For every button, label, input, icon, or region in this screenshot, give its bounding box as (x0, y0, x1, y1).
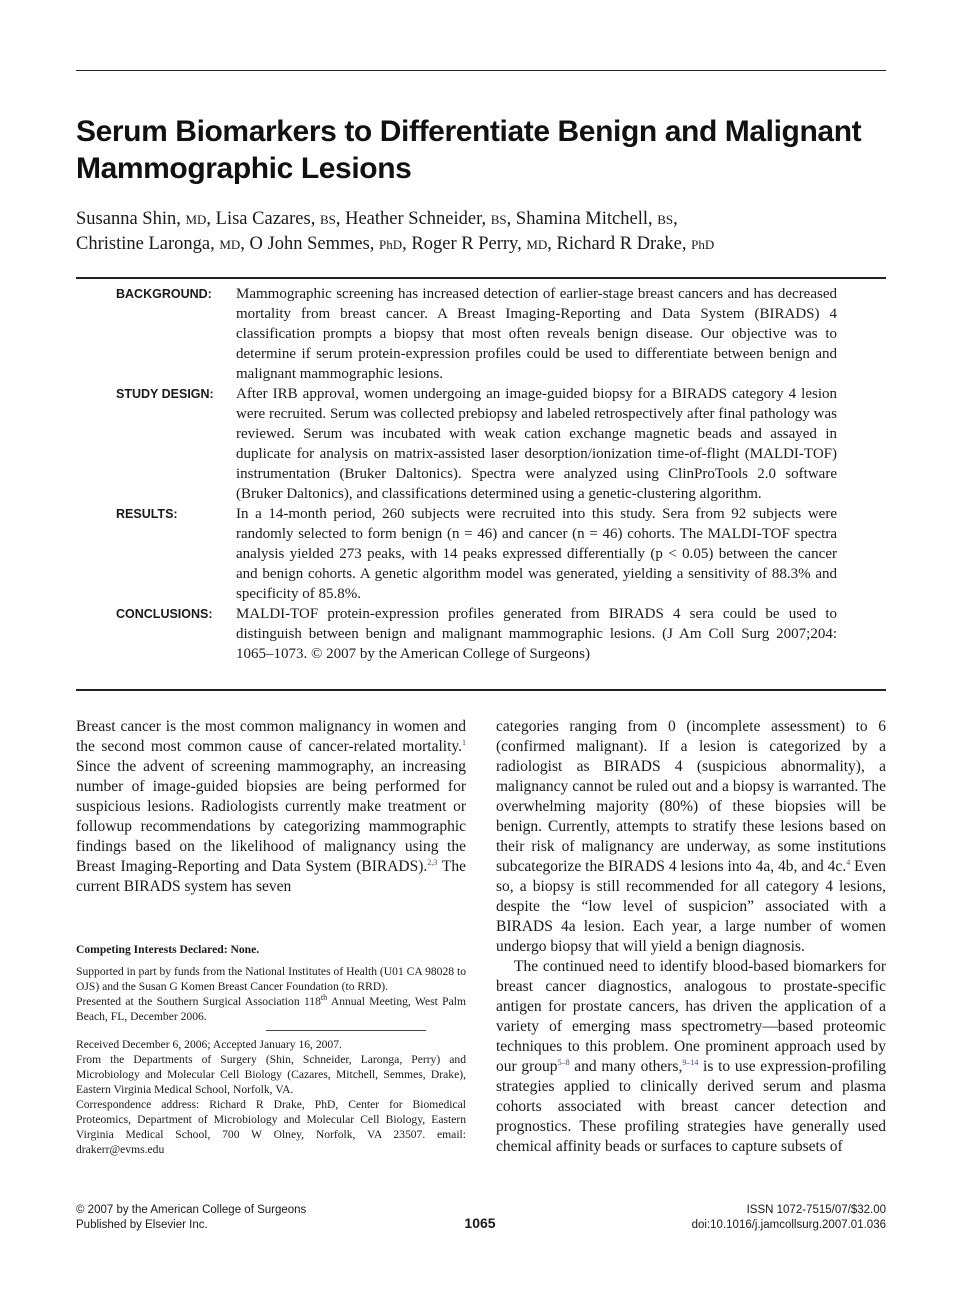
body-column-right (496, 717, 886, 1157)
abstract (76, 284, 886, 664)
citation-link[interactable]: 2,3 (427, 857, 438, 867)
author: Christine Laronga, MD, (76, 234, 245, 254)
body-column-left: Breast cancer is the most common malignancy in women and the second most common cause of cancer-related mortality.$^1$ Since the advent of screening mammography, an increasing number of image-guided biopsies are being performed for suspicious lesions. Radiologists currently make treatment or followup recommendations by categorizing mammographic findings based on the likelihood of malignancy using the Breast Imaging-Reporting and Data System (BIRADS).$^{2,3}$ The current BIRADS system has seven (76, 718, 466, 895)
competing-interests: Competing Interests Declared: None. (76, 943, 260, 956)
abstract-text: After IRB approval, women undergoing an image-guided biopsy for a BIRADS category 4 lesion were recruited. Serum was collected prebiopsy and labeled retrospectively after final pathology was reviewed. Serum was incubated with weak cation exchange magnetic beads and assayed in duplicate for analysis on matrix-assisted laser desorption/ionization time-of-flight (MALDI-TOF) instrumentation (Bruker Daltonics). Spectra were analyzed using ClinProTools 2.0 software (Bruker Daltonics), and classifications determined using a genetic-clustering algorithm. (236, 386, 837, 502)
page-number: 1065 (464, 1215, 496, 1231)
correspondence-note: Correspondence address: Richard R Drake, PhD, Center for Biomedical Proteomics, Department of Microbiology and Molecular Cell Biology, Eastern Virginia Medical School, 700 W Olney, Norfolk, VA 23507. email: drakerr@evms.edu (76, 1098, 466, 1156)
abstract-text: In a 14-month period, 260 subjects were recruited into this study. Sera from 92 subjects were randomly selected to form benign (n = 46) and cancer (n = 46) cohorts. The MALDI-TOF spectra analysis yielded 273 peaks, with 14 peaks expressed differentially (p < 0.05) between the cancer and benign cohorts. A genetic algorithm model was generated, yielding a sensitivity of 88.3% and specificity of 85.8%. (236, 506, 837, 602)
received-note: Received December 6, 2006; Accepted January 16, 2007. (76, 1038, 342, 1051)
presentation-note: Presented at the Southern Surgical Association 118th Annual Meeting, West Palm Beach, FL, December 2006. (76, 993, 466, 1023)
author: O John Semmes, PhD, (249, 234, 407, 254)
doi-link[interactable]: doi:10.1016/j.jamcollsurg.2007.01.036 (691, 1219, 886, 1231)
article-title: Serum Biomarkers to Differentiate Benign and Malignant Mammographic Lesions (76, 115, 862, 185)
body-paragraph: The continued need to identify blood-based biomarkers for breast cancer diagnostics, analogous to prostate-specific antigen for prostate cancers, has driven the application of a variety of emerging mass spectrometry—based proteomic techniques to this problem. One prominent approach used by our group$^{5-8}$ and many others,$^{9-14}$ is to use expression-profiling strategies applied to clinically derived serum and plasma cohorts associated with breast cancer detection and prognostics. These profiling strategies have generally used chemical affinity beads or surfaces to capture subsets of (496, 958, 886, 1155)
abstract-section-conclusions (76, 604, 886, 664)
citation-link[interactable]: 5–8 (557, 1057, 570, 1067)
footer-left (76, 1203, 306, 1233)
author: Richard R Drake, PhD (556, 234, 715, 254)
citation-link[interactable]: 9–14 (682, 1057, 699, 1067)
affiliations-note: From the Departments of Surgery (Shin, Schneider, Laronga, Perry) and Microbiology and Molecular Cell Biology (Cazares, Mitchell, Semmes, Drake), Eastern Virginia Medical School, Norfolk, VA. (76, 1053, 466, 1096)
author: Lisa Cazares, BS, (215, 209, 341, 229)
article-notes (76, 942, 466, 1157)
abstract-label: STUDY DESIGN: (116, 387, 214, 401)
abstract-text: Mammographic screening has increased detection of earlier-stage breast cancers and has decreased mortality from breast cancer. A Breast Imaging-Reporting and Data System (BIRADS) 4 classification prompts a biopsy that most often reveals benign disease. Our objective was to determine if serum protein-expression profiles could be used to differentiate between benign and malignant mammographic lesions. (236, 286, 837, 382)
author: Shamina Mitchell, BS, (515, 209, 678, 229)
author: Roger R Perry, MD, (411, 234, 552, 254)
abstract-section-study-design (76, 384, 886, 504)
abstract-bottom-rule (76, 689, 886, 691)
abstract-label: RESULTS: (116, 507, 178, 521)
footer-right (692, 1203, 886, 1233)
abstract-top-rule (76, 277, 886, 279)
notes-divider (266, 1030, 426, 1031)
citation-link[interactable]: 1 (462, 737, 466, 747)
header-rule (76, 70, 886, 71)
copyright-line: © 2007 by the American College of Surgeons (76, 1204, 307, 1216)
citation-link[interactable]: 4 (846, 857, 851, 867)
abstract-label: BACKGROUND: (116, 287, 212, 301)
abstract-section-results (76, 504, 886, 604)
publisher-line: Published by Elsevier Inc. (76, 1219, 208, 1231)
abstract-section-background (76, 284, 886, 384)
author: Susanna Shin, MD, (76, 209, 212, 229)
body-paragraph: categories ranging from 0 (incomplete assessment) to 6 (confirmed malignant). If a lesion is categorized by a radiologist as BIRADS 4 (suspicious abnormality), a malignancy cannot be ruled out and a biopsy is warranted. The overwhelming majority (80%) of these biopsies will be benign. Currently, attempts to stratify these lesions based on their risk of malignancy are underway, as some institutions subcategorize the BIRADS 4 lesions into 4a, 4b, and 4c.$^4$ Even so, a biopsy is still recommended for all category 4 lesions, despite the “low level of suspicion” associated with a BIRADS 4a lesion. Each year, a large number of women undergo biopsy that will yield a benign diagnosis. (496, 718, 886, 955)
author-list (76, 207, 896, 257)
abstract-text: MALDI-TOF protein-expression profiles generated from BIRADS 4 sera could be used to distinguish between benign and malignant mammographic lesions. (J Am Coll Surg 2007;204: 1065–1073. © 2007 by the American College of Surgeons) (236, 606, 837, 662)
funding-note: Supported in part by funds from the National Institutes of Health (U01 CA 98028 to OJS) and the Susan G Komen Breast Cancer Foundation (to RRD). (76, 965, 466, 993)
issn-line: ISSN 1072-7515/07/$32.00 (746, 1204, 886, 1216)
author: Heather Schneider, BS, (345, 209, 512, 229)
abstract-label: CONCLUSIONS: (116, 607, 213, 621)
